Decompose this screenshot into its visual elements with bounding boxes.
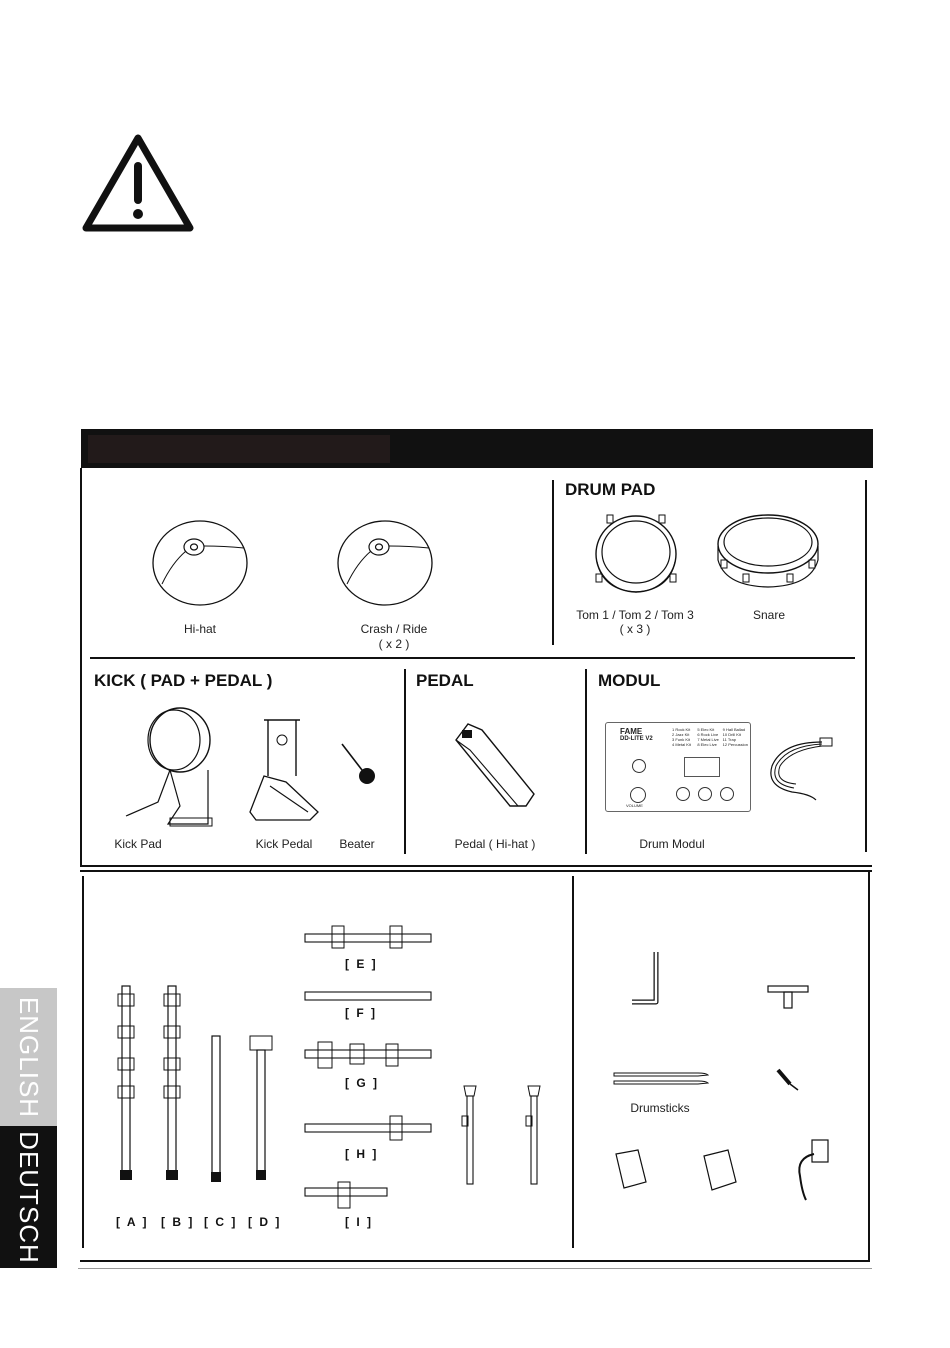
kick-pad-icon: [118, 706, 218, 836]
kick-pedal-icon: [246, 716, 322, 826]
kick-pad-caption: Kick Pad: [114, 837, 162, 851]
modul-heading: MODUL: [598, 671, 661, 690]
crash-ride-cymbal-icon: [335, 518, 435, 608]
module-display: [684, 757, 720, 777]
up-button-icon: [720, 787, 734, 801]
part-label-c: [ C ]: [204, 1215, 238, 1229]
crossbar-g-icon: [304, 1040, 432, 1072]
module-model: DD-LITE V2: [620, 736, 653, 742]
cymbal-arm-1-icon: [458, 1082, 482, 1188]
language-tab-english[interactable]: [0, 988, 57, 1126]
language-tab-deutsch-label: DEUTSCH: [14, 1130, 45, 1264]
crossbar-e-icon: [304, 920, 432, 952]
volume-knob-icon: [630, 787, 646, 803]
crossbar-i-icon: [304, 1180, 388, 1210]
tom-pad-icon: [593, 512, 679, 598]
tom-caption: Tom 1 / Tom 2 / Tom 3: [576, 608, 694, 622]
power-adapter-icon: [790, 1136, 834, 1204]
hihat-cymbal-icon: [150, 518, 250, 608]
crash-ride-caption: Crash / Ride: [360, 622, 428, 636]
drumsticks-icon: [612, 1070, 710, 1086]
beater-caption: Beater: [339, 837, 375, 851]
beater-icon: [338, 740, 378, 786]
kick-heading: KICK ( PAD + PEDAL ): [94, 671, 273, 690]
warning-icon: [82, 134, 194, 232]
snare-pad-icon: [715, 512, 821, 592]
part-label-e: [ E ]: [345, 957, 378, 971]
manual-2-icon: [700, 1148, 740, 1192]
hihat-pedal-icon: [448, 716, 542, 810]
module-brand: FAME: [620, 727, 643, 736]
section-header-box: [88, 435, 390, 463]
wing-screw-icon: [774, 1066, 802, 1092]
hihat-pedal-caption: Pedal ( Hi-hat ): [454, 837, 536, 851]
rack-pole-a-icon: [112, 982, 140, 1184]
crossbar-f-icon: [304, 990, 432, 1002]
snare-caption: Snare: [752, 608, 786, 622]
part-label-h: [ H ]: [345, 1147, 379, 1161]
part-label-d: [ D ]: [248, 1215, 282, 1229]
tom-quantity: ( x 3 ): [619, 622, 651, 636]
crash-ride-quantity: ( x 2 ): [378, 637, 410, 651]
hihat-caption: Hi-hat: [183, 622, 216, 636]
language-tab-deutsch[interactable]: [0, 1126, 57, 1268]
part-label-a: [ A ]: [116, 1215, 149, 1229]
select-button-icon: [698, 787, 712, 801]
part-label-g: [ G ]: [345, 1076, 379, 1090]
kick-pedal-caption: Kick Pedal: [255, 837, 313, 851]
cymbal-arm-2-icon: [522, 1082, 546, 1188]
manual-1-icon: [612, 1148, 648, 1190]
allen-key-icon: [626, 948, 666, 1010]
part-label-f: [ F ]: [345, 1006, 377, 1020]
down-button-icon: [676, 787, 690, 801]
module-kit-list: 1 Rock Kit 5 Elec Kit 9 Hall Ballad 2 Jazz Kit 6 Rock Live 10 Drill Kit 3 Funk Kit 7 Metal Live 11 Trap 4 Metal Kit 8 Elec Live 12 Percussion: [672, 727, 749, 747]
drum-key-icon: [766, 984, 810, 1010]
drum-module-caption: Drum Modul: [639, 837, 705, 851]
language-tab-english-label: ENGLISH: [14, 996, 44, 1118]
part-label-i: [ I ]: [345, 1215, 373, 1229]
cable-harness-icon: [762, 736, 836, 806]
rack-pole-d-icon: [246, 1032, 276, 1184]
part-label-b: [ B ]: [161, 1215, 195, 1229]
crossbar-h-icon: [304, 1114, 432, 1142]
contents-box-lower: [80, 870, 872, 872]
rack-pole-b-icon: [158, 982, 186, 1184]
drumsticks-caption: Drumsticks: [630, 1101, 690, 1115]
rack-pole-c-icon: [208, 1034, 224, 1184]
power-button-icon: [632, 759, 646, 773]
contents-box-upper: [80, 468, 82, 866]
volume-label: VOLUME: [626, 803, 643, 808]
drum-module: [605, 722, 751, 812]
drum-pad-heading: DRUM PAD: [565, 480, 656, 499]
pedal-heading: PEDAL: [416, 671, 474, 690]
